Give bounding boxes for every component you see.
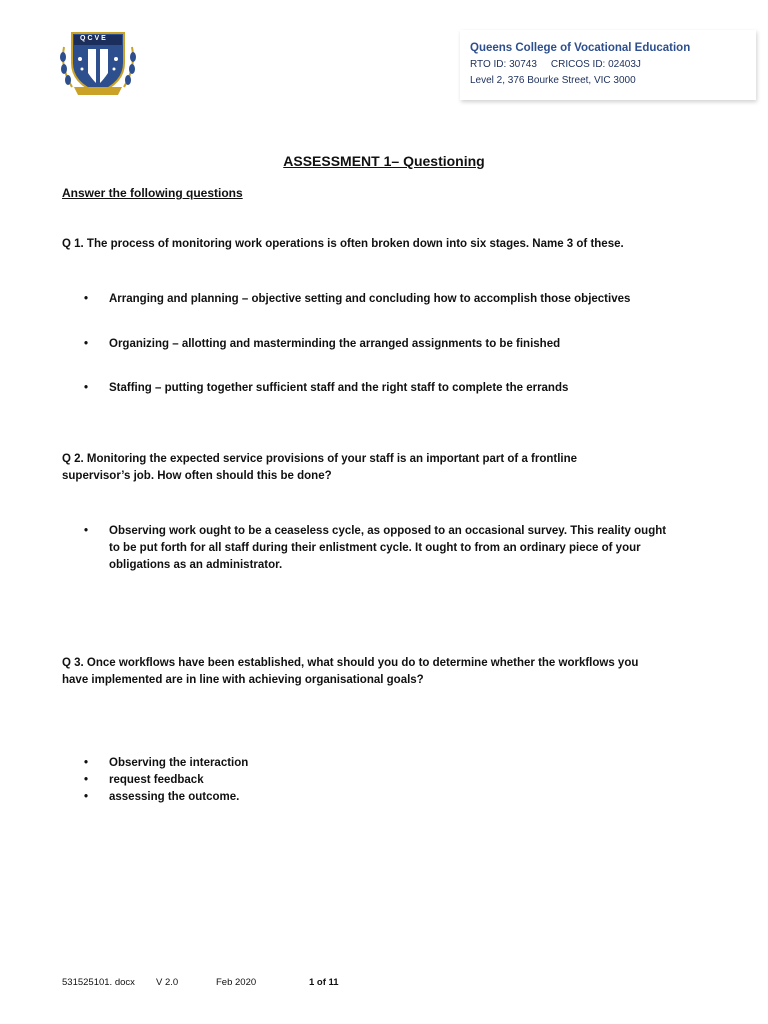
footer-version: V 2.0 [156, 977, 179, 988]
institution-address: Level 2, 376 Bourke Street, VIC 3000 [470, 75, 636, 86]
document-title: ASSESSMENT 1– Questioning [283, 153, 485, 169]
bullet-icon: • [84, 791, 89, 803]
answer-item: • request feedback [84, 772, 684, 789]
institution-name: Queens College of Vocational Education [470, 42, 691, 54]
answer-item: • Staffing – putting together sufficient staff and the right staff to complete the errands [84, 380, 684, 397]
answer-item: • Observing work ought to be a ceaseless cycle, as opposed to an occasional survey. This reality ought to be put forth for all staff during their enlistment cycle. It ought to from an ordinary piece of your obligations as an administrator. [84, 525, 667, 571]
bullet-icon: • [84, 774, 89, 786]
answer-item: • assessing the outcome. [84, 789, 684, 806]
institution-ids [470, 59, 641, 70]
question-1: Q 1. The process of monitoring work operations is often broken down into six stages. Name 3 of these. [62, 238, 624, 250]
institution-header [460, 30, 756, 100]
document-subtitle: Answer the following questions [62, 186, 243, 200]
bullet-icon: • [84, 525, 89, 537]
question-2: Q 2. Monitoring the expected service provisions of your staff is an important part of a frontline supervisor’s job. How often should this be done? [62, 453, 578, 482]
bullet-icon: • [84, 382, 89, 394]
bullet-icon: • [84, 293, 89, 305]
answer-item: • Organizing – allotting and masterminding the arranged assignments to be finished [84, 336, 684, 353]
answer-item: • Observing the interaction [84, 755, 684, 772]
footer-page-number: 1 of 11 [309, 977, 339, 988]
logo-lettering: QCVE [80, 35, 108, 42]
bullet-icon: • [84, 757, 89, 769]
rto-id: RTO ID: 30743 [470, 59, 537, 70]
question-3: Q 3. Once workflows have been established, what should you do to determine whether the workflows you have implemented are in line with achieving organisational goals? [62, 657, 639, 686]
footer-filename: 531525101. docx [62, 977, 135, 988]
bullet-icon: • [84, 338, 89, 350]
cricos-id: CRICOS ID: 02403J [550, 59, 641, 70]
answer-item: • Arranging and planning – objective setting and concluding how to accomplish those objectives [84, 291, 684, 308]
footer-date: Feb 2020 [216, 977, 257, 988]
